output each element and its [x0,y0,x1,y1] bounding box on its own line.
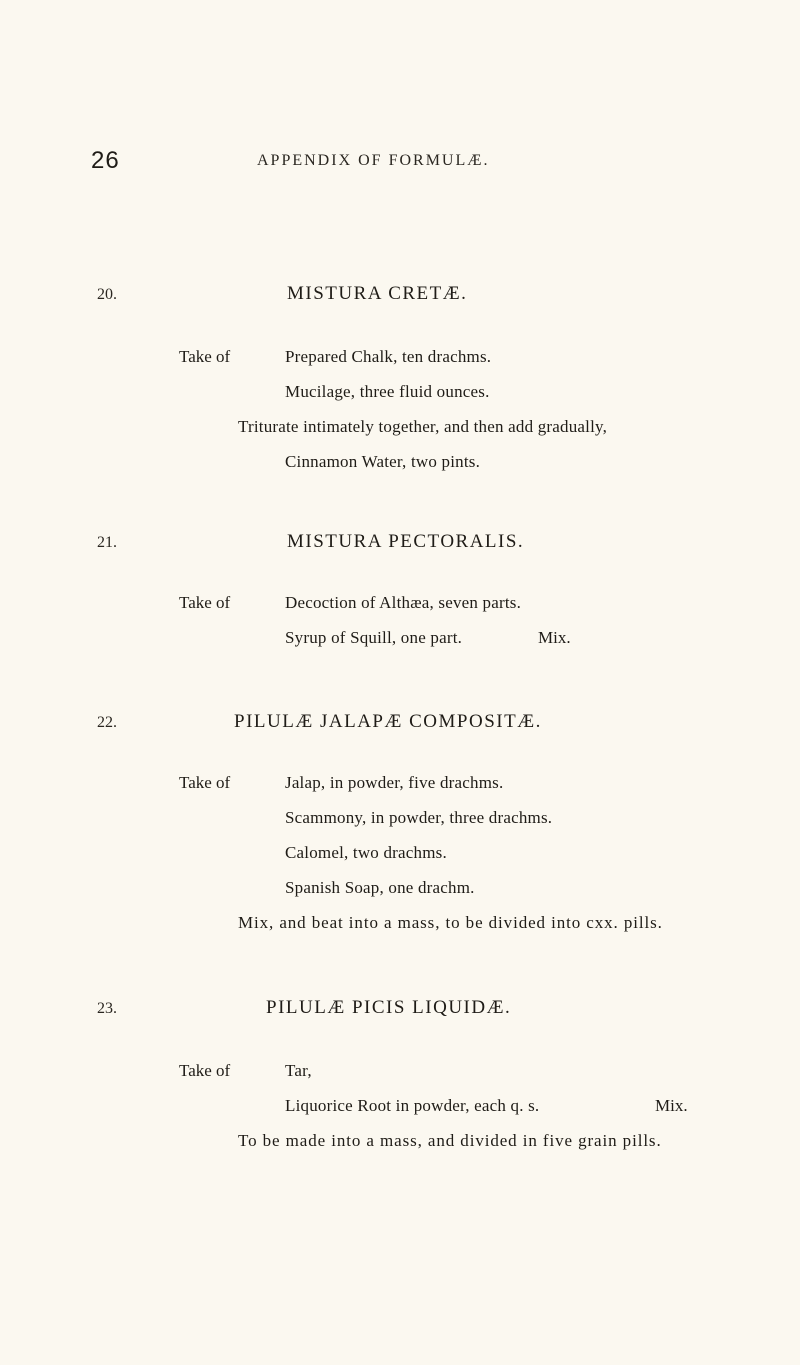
ingredient-line: Jalap, in powder, five drachms. [285,773,504,792]
mix-instruction: Mix. [655,1096,688,1115]
instruction-line: Triturate intimately together, and then add gradually, [238,417,608,436]
ingredient-line: Tar, [285,1061,312,1080]
recipe-number: 22. [97,714,117,731]
recipe-title: MISTURA PECTORALIS. [287,531,525,552]
ingredient-line: Liquorice Root in powder, each q. s. [285,1096,540,1115]
recipe-number: 21. [97,534,117,551]
page-number: 26 [91,147,120,174]
ingredient-line: Scammony, in powder, three drachms. [285,808,553,827]
mix-instruction: Mix. [538,628,571,647]
recipe-title: MISTURA CRETÆ. [287,283,468,304]
recipe-title: PILULÆ PICIS LIQUIDÆ. [266,997,512,1018]
ingredient-line: Cinnamon Water, two pints. [285,452,481,471]
ingredient-line: Mucilage, three fluid ounces. [285,382,490,401]
ingredient-line: Syrup of Squill, one part. [285,628,463,647]
instruction-line: To be made into a mass, and divided in five grain pills. [238,1131,662,1150]
recipe-number: 23. [97,1000,117,1017]
take-of-label: Take of [179,347,231,366]
instruction-line: Mix, and beat into a mass, to be divided into cxx. pills. [238,913,663,932]
ingredient-line: Spanish Soap, one drachm. [285,878,475,897]
take-of-label: Take of [179,773,231,792]
recipe-title: PILULÆ JALAPÆ COMPOSITÆ. [234,711,542,732]
take-of-label: Take of [179,1061,231,1080]
ingredient-line: Prepared Chalk, ten drachms. [285,347,492,366]
recipe-number: 20. [97,286,117,303]
ingredient-line: Calomel, two drachms. [285,843,447,862]
ingredient-line: Decoction of Althæa, seven parts. [285,593,522,612]
running-title: APPENDIX OF FORMULÆ. [257,152,490,169]
take-of-label: Take of [179,593,231,612]
